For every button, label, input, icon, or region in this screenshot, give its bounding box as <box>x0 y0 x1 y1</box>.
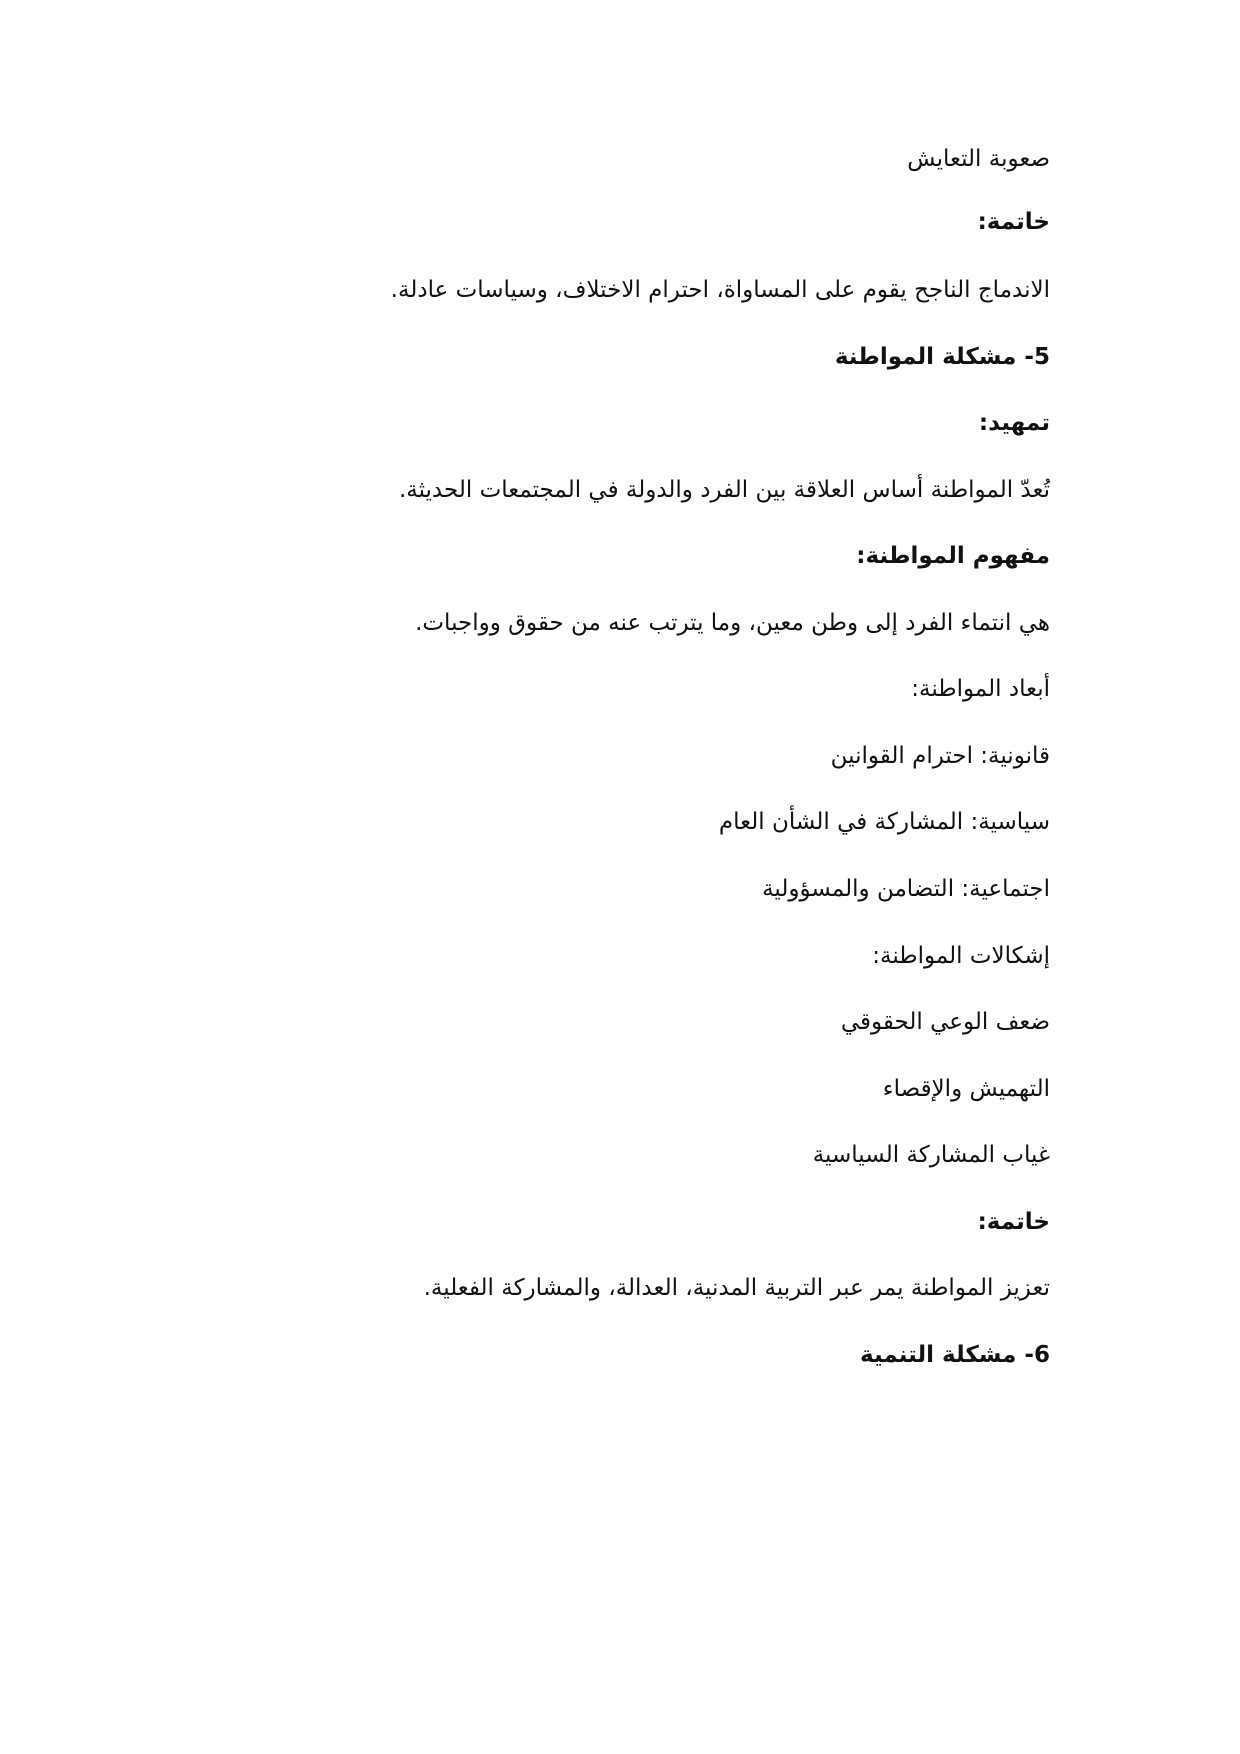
text-line: اجتماعية: التضامن والمسؤولية <box>762 876 1050 902</box>
text-line: إشكالات المواطنة: <box>872 943 1050 969</box>
text-line: ضعف الوعي الحقوقي <box>840 1009 1050 1035</box>
text-line: التهميش والإقصاء <box>882 1076 1050 1102</box>
text-line: الاندماج الناجح يقوم على المساواة، احترام الاختلاف، وسياسات عادلة. <box>390 277 1050 303</box>
section-heading: 5- مشكلة المواطنة <box>834 344 1050 370</box>
text-line: غياب المشاركة السياسية <box>812 1142 1050 1168</box>
text-line: تعزيز المواطنة يمر عبر التربية المدنية، العدالة، والمشاركة الفعلية. <box>423 1275 1050 1301</box>
section-heading: خاتمة: <box>977 1209 1050 1235</box>
section-heading: خاتمة: <box>977 209 1050 235</box>
section-heading: مفهوم المواطنة: <box>856 543 1050 569</box>
section-heading: 6- مشكلة التنمية <box>860 1342 1050 1368</box>
text-line: هي انتماء الفرد إلى وطن معين، وما يترتب عنه من حقوق وواجبات. <box>415 610 1050 636</box>
text-line: سياسية: المشاركة في الشأن العام <box>718 809 1050 835</box>
section-heading: تمهيد: <box>978 410 1050 436</box>
text-line: قانونية: احترام القوانين <box>830 743 1050 769</box>
text-line: أبعاد المواطنة: <box>911 676 1050 702</box>
text-line: تُعدّ المواطنة أساس العلاقة بين الفرد والدولة في المجتمعات الحديثة. <box>398 477 1050 503</box>
text-line: صعوبة التعايش <box>907 146 1050 172</box>
